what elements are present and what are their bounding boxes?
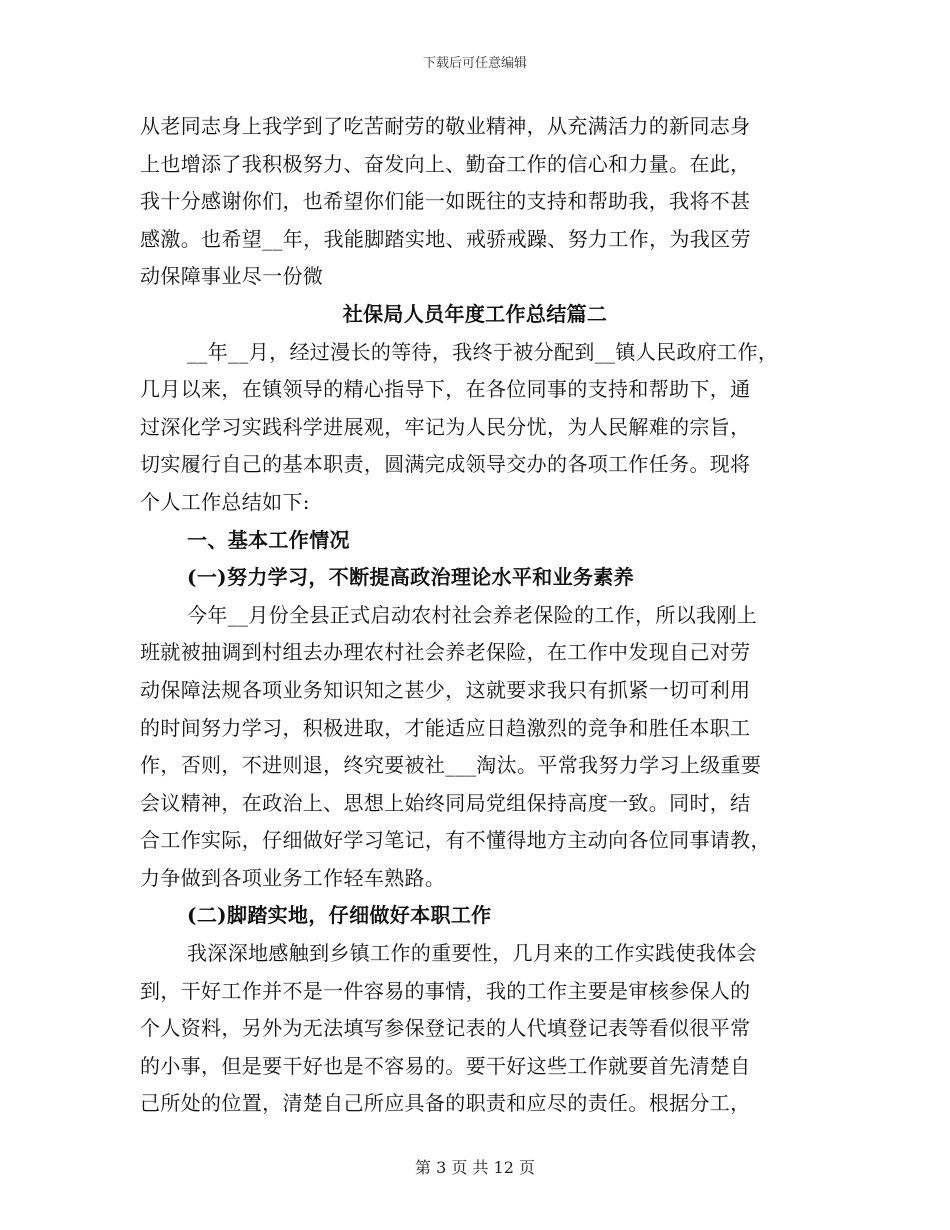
paragraph-line: 合工作实际，仔细做好学习笔记，有不懂得地方主动向各位同事请教， xyxy=(140,828,771,853)
paragraph-line: 从老同志身上我学到了吃苦耐劳的敬业精神，从充满活力的新同志身 xyxy=(140,114,751,138)
document-body xyxy=(140,108,810,1123)
paragraph-line: 我深深地感触到乡镇工作的重要性，几月来的工作实践使我体会 xyxy=(187,941,757,966)
subsection-heading: 一、基本工作情况 xyxy=(187,527,350,552)
paragraph-line: 会议精神，在政治上、思想上始终同局党组保持高度一致。同时，结 xyxy=(140,790,751,815)
paragraph-line: 个人工作总结如下: xyxy=(140,489,310,514)
paragraph-line: 班就被抽调到村组去办理农村社会养老保险，在工作中发现自己对劳 xyxy=(140,640,751,665)
page-number: 第 3 页 共 12 页 xyxy=(415,1158,535,1177)
paragraph-line: 感激。也希望__年，我能脚踏实地、戒骄戒躁、努力工作，为我区劳 xyxy=(140,226,751,251)
paragraph-line: 个人资料，另外为无法填写参保登记表的人代填登记表等看似很平常 xyxy=(140,1016,751,1041)
paragraph-line: 己所处的位置，清楚自己所应具备的职责和应尽的责任。根据分工， xyxy=(140,1091,751,1116)
subsection-heading: (一)努力学习，不断提高政治理论水平和业务素养 xyxy=(187,565,634,590)
paragraph-line: 切实履行自己的基本职责，圆满完成领导交办的各项工作任务。现将 xyxy=(140,452,751,477)
paragraph-line: 上也增添了我积极努力、奋发向上、勤奋工作的信心和力量。在此， xyxy=(140,151,751,176)
paragraph-line: 动保障事业尽一份微 xyxy=(140,264,324,289)
paragraph-line: 力争做到各项业务工作轻车熟路。 xyxy=(140,865,446,890)
paragraph-line: __年__月，经过漫长的等待，我终于被分配到__镇人民政府工作， xyxy=(187,339,779,364)
paragraph-line: 的时间努力学习，积极进取，才能适应日趋激烈的竞争和胜任本职工 xyxy=(140,715,751,740)
subsection-heading: (二)脚踏实地，仔细做好本职工作 xyxy=(187,903,492,928)
section-title: 社保局人员年度工作总结篇二 xyxy=(342,301,608,326)
paragraph-line: 我十分感谢你们，也希望你们能一如既往的支持和帮助我，我将不甚 xyxy=(140,189,751,214)
paragraph-line: 作，否则，不进则退，终究要被社___淘汰。平常我努力学习上级重要 xyxy=(140,753,762,778)
paragraph-line: 到，干好工作并不是一件容易的事情，我的工作主要是审核参保人的 xyxy=(140,978,751,1003)
paragraph-line: 动保障法规各项业务知识知之甚少，这就要求我只有抓紧一切可利用 xyxy=(140,677,751,702)
paragraph-line: 几月以来，在镇领导的精心指导下，在各位同事的支持和帮助下，通 xyxy=(140,377,751,402)
paragraph-line: 的小事，但是要干好也是不容易的。要干好这些工作就要首先清楚自 xyxy=(140,1053,751,1078)
document-header-note: 下载后可任意编辑 xyxy=(422,56,527,71)
paragraph-line: 过深化学习实践科学进展观，牢记为人民分忧，为人民解难的宗旨， xyxy=(140,414,751,439)
paragraph-line: 今年__月份全县正式启动农村社会养老保险的工作，所以我刚上 xyxy=(187,602,758,627)
